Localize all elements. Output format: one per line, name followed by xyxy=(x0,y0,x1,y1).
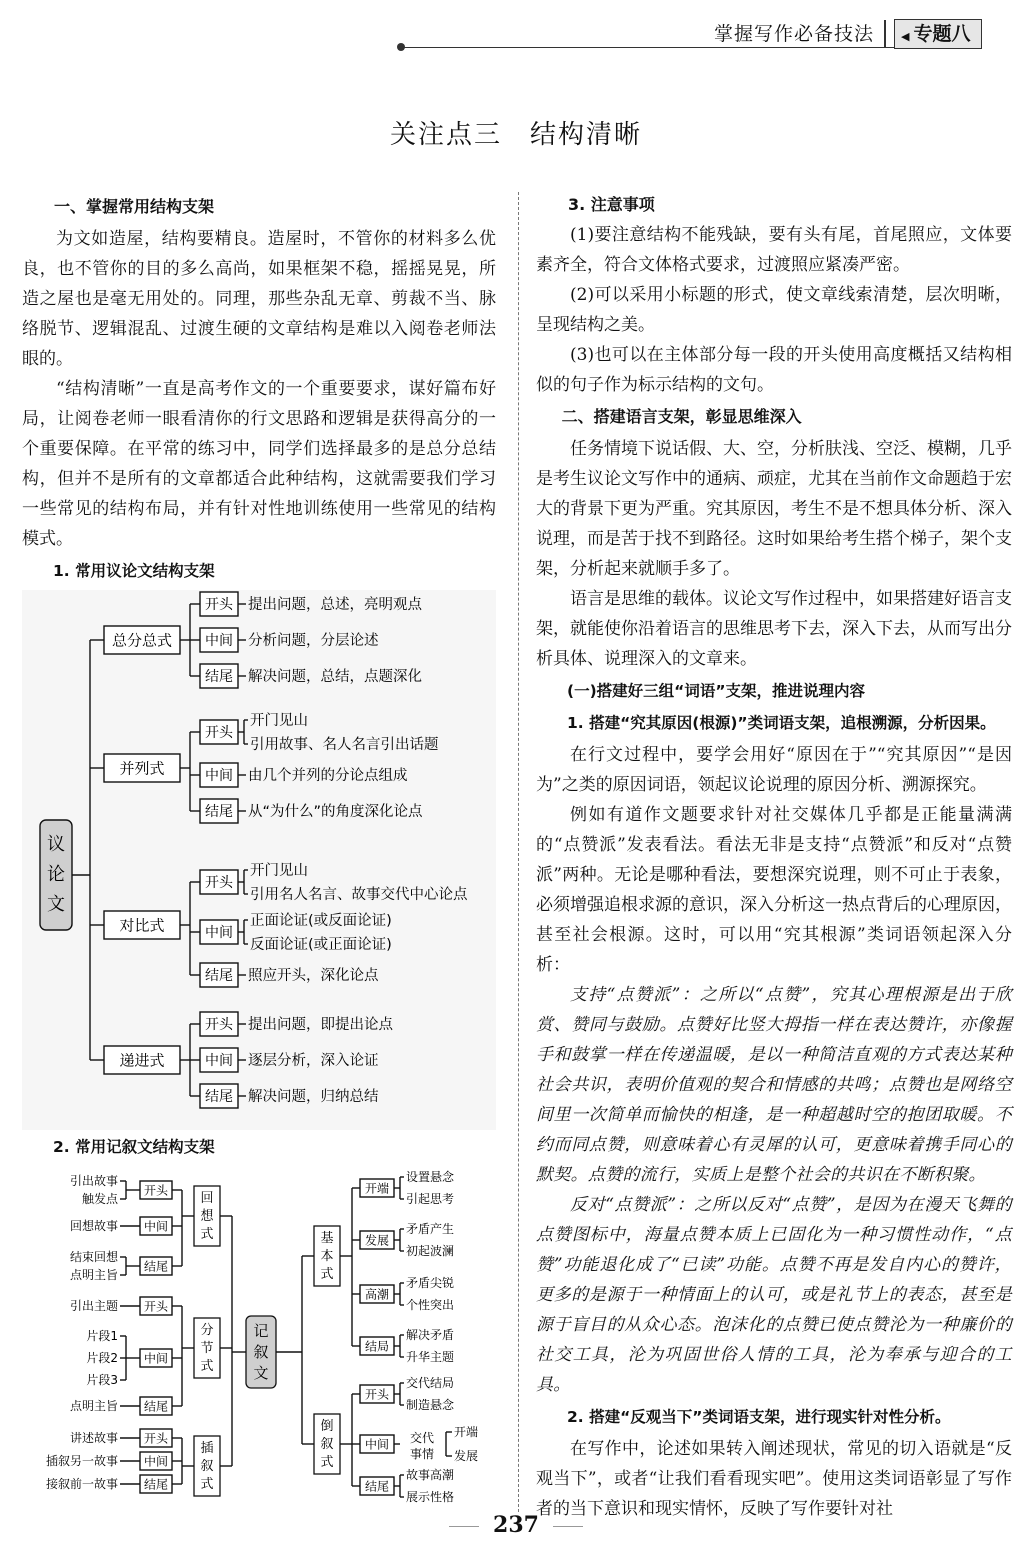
part-description: 提出问题，即提出论点 xyxy=(248,1017,393,1033)
part-description: 引用名人名言、故事交代中心论点 xyxy=(250,887,468,903)
part-description: 升华主题 xyxy=(406,1350,455,1364)
group-label: 插 xyxy=(200,1441,214,1456)
part-tag: 开头 xyxy=(205,1017,233,1034)
group-label: 分 xyxy=(200,1323,214,1338)
group-label: 式 xyxy=(320,1267,334,1282)
narrative-structure-diagram xyxy=(22,1166,496,1506)
part-tag: 结尾 xyxy=(143,1399,169,1414)
footer-dash xyxy=(449,1526,479,1527)
structure-name: 总分总式 xyxy=(111,631,173,650)
group-label: 叙 xyxy=(200,1459,214,1474)
group-label: 式 xyxy=(200,1477,214,1492)
footer-dash xyxy=(553,1526,583,1527)
structure-name: 对比式 xyxy=(119,916,165,935)
part-tag: 结尾 xyxy=(143,1477,169,1492)
point-heading-2: 2. 搭建“反观当下”类词语支架，进行现实针对性分析。 xyxy=(567,1408,951,1426)
group-label: 式 xyxy=(320,1455,334,1470)
part-description: 引用故事、名人名言引出话题 xyxy=(250,737,439,753)
part-description: 个性突出 xyxy=(406,1298,455,1312)
page-footer xyxy=(0,1512,1032,1538)
part-description: 制造悬念 xyxy=(406,1398,455,1412)
paragraph: 任务情境下说话假、大、空，分析肤浅、空泛、模糊，几乎是考生议论文写作中的通病、顽症，尤其在当前作文命题趋于宏大的背景下更为严重。究其原因，考生不是不想具体分析、深入说理，而是苦于找不到路径。这时如果给考生搭个梯子，架个支架，分析起来就顺手多了。 xyxy=(536,439,1012,579)
part-tag: 中间 xyxy=(364,1437,390,1452)
page-number: 237 xyxy=(493,1512,539,1538)
part-tag: 中间 xyxy=(205,768,233,785)
structure-name: 并列式 xyxy=(119,759,165,778)
part-tag: 结尾 xyxy=(205,1089,233,1106)
part-tag: 结尾 xyxy=(205,968,233,985)
root-label: 记 xyxy=(253,1322,269,1340)
part-description: 片段2 xyxy=(86,1351,118,1365)
paragraph: 为文如造屋，结构要精良。造屋时，不管你的材料多么优良，也不管你的目的多么高尚，如果框架不稳，摇摇晃晃，所造之屋也是毫无用处的。同理，那些杂乱无章、剪裁不当、脉络脱节、逻辑混乱、过渡生硬的文章结构是难以入阅卷老师法眼的。 xyxy=(22,229,496,369)
part-description: 交代结局 xyxy=(406,1376,455,1390)
part-tag: 开头 xyxy=(143,1431,169,1446)
part-tag: 中间 xyxy=(143,1351,169,1366)
paragraph: 在写作中，论述如果转入阐述现状，常见的切入语就是“反观当下”，或者“让我们看看现实吧”。使用这类词语彰显了写作者的当下意识和现实情怀，反映了写作要针对社 xyxy=(536,1439,1012,1519)
root-label: 叙 xyxy=(253,1343,269,1361)
part-description: 从“为什么”的角度深化论点 xyxy=(248,804,423,820)
group-label: 基 xyxy=(320,1231,334,1246)
part-tag: 中间 xyxy=(205,1053,233,1070)
note-item: (2)可以采用小标题的形式，使文章线索清楚，层次明晰，呈现结构之美。 xyxy=(536,285,1012,335)
part-description: 解决问题，总结，点题深化 xyxy=(248,669,422,685)
part-description: 逐层分析，深入论证 xyxy=(248,1053,379,1069)
column-divider xyxy=(518,192,519,1512)
part-description: 故事高潮 xyxy=(406,1468,455,1482)
part-description: 引出主题 xyxy=(69,1299,118,1313)
part-description: 分析问题，分层论述 xyxy=(248,633,379,649)
part-description: 矛盾产生 xyxy=(406,1222,455,1236)
root-label: 议 xyxy=(47,834,65,855)
triangle-left-icon: ◀ xyxy=(901,30,910,43)
group-label: 节 xyxy=(200,1341,214,1356)
group-label: 叙 xyxy=(320,1437,334,1452)
argumentative-structure-diagram xyxy=(22,590,496,1130)
note-item: (1)要注意结构不能残缺，要有头有尾，首尾照应，文体要素齐全，符合文体格式要求，过渡照应紧凑严密。 xyxy=(536,225,1012,275)
paragraph: 语言是思维的载体。议论文写作过程中，如果搭建好语言支架，就能使你沿着语言的思维思考下去，深入下去，从而写出分析具体、说理深入的文章来。 xyxy=(536,589,1012,669)
part-tag: 发展 xyxy=(364,1233,390,1248)
part-tag: 结尾 xyxy=(364,1479,390,1494)
part-description: 开门见山 xyxy=(250,713,308,729)
part-tag: 开头 xyxy=(205,597,233,614)
part-tag: 结尾 xyxy=(205,804,233,821)
part-description: 反面论证(或正面论证) xyxy=(250,937,392,953)
part-tag: 高潮 xyxy=(364,1287,390,1302)
part-description: 展示性格 xyxy=(406,1490,455,1504)
part-description: 初起波澜 xyxy=(406,1244,455,1258)
section-heading-1: 一、掌握常用结构支架 xyxy=(54,197,215,216)
part-tag: 开头 xyxy=(364,1387,390,1402)
part-description: 发展 xyxy=(454,1449,479,1463)
part-description: 点明主旨 xyxy=(69,1268,118,1282)
group-label: 想 xyxy=(200,1209,214,1224)
header-title: 掌握写作必备技法 xyxy=(714,20,886,48)
part-description: 正面论证(或反面论证) xyxy=(250,913,392,929)
part-description: 矛盾尖锐 xyxy=(406,1276,455,1290)
part-tag: 结尾 xyxy=(205,669,233,686)
group-label: 回 xyxy=(200,1191,214,1206)
part-description: 照应开头，深化论点 xyxy=(248,968,379,984)
part-tag: 中间 xyxy=(205,633,233,650)
part-description: 设置悬念 xyxy=(406,1170,455,1184)
part-description: 开门见山 xyxy=(250,863,308,879)
part-description: 提出问题，总述，亮明观点 xyxy=(248,597,422,613)
group-label: 本 xyxy=(320,1249,334,1264)
part-description: 开端 xyxy=(454,1425,479,1439)
right-column xyxy=(536,190,1012,1524)
part-description: 接叙前一故事 xyxy=(45,1477,118,1491)
part-tag: 开头 xyxy=(205,875,233,892)
root-label: 论 xyxy=(47,864,65,885)
part-description: 事情 xyxy=(409,1447,435,1461)
part-tag: 开头 xyxy=(143,1299,169,1314)
part-description: 点明主旨 xyxy=(69,1399,118,1413)
paragraph: 在行文过程中，要学会用好“原因在于”“究其原因”“是因为”之类的原因词语，领起议论说理的原因分析、溯源探究。 xyxy=(536,745,1012,795)
part-tag: 中间 xyxy=(143,1454,169,1469)
part-description: 交代 xyxy=(409,1431,435,1445)
part-description: 由几个并列的分论点组成 xyxy=(248,768,408,784)
part-tag: 结尾 xyxy=(143,1259,169,1274)
part-description: 解决问题，归纳总结 xyxy=(248,1089,379,1105)
example-quote-oppose: 反对“点赞派”：之所以反对“点赞”，是因为在漫天飞舞的点赞图标中，海量点赞本质上已固化为一种习惯性动作，“点赞”功能退化成了“已读”功能。点赞不再是发自内心的赞许，更多的是源于一种情面上的认可，或是礼节上的表态，甚至是源于盲目的从众心态。泡沫化的点赞已使点赞沦为一种廉价的社交工具，沦为巩固世俗人情的工具，沦为奉承与迎合的工具。 xyxy=(536,1195,1012,1395)
structure-name: 递进式 xyxy=(119,1051,165,1070)
notes-heading: 3. 注意事项 xyxy=(568,195,655,214)
diagram-heading-argumentative: 1. 常用议论文结构支架 xyxy=(53,562,215,580)
part-tag: 开端 xyxy=(364,1181,390,1196)
part-tag: 中间 xyxy=(205,925,233,942)
part-description: 回想故事 xyxy=(69,1219,118,1233)
part-description: 引出故事 xyxy=(69,1174,118,1188)
header-topic xyxy=(894,19,981,49)
diagram-heading-narrative: 2. 常用记叙文结构支架 xyxy=(53,1138,215,1156)
page-header xyxy=(0,0,1032,60)
group-label: 式 xyxy=(200,1359,214,1374)
header-topic-label: 专题八 xyxy=(913,23,971,45)
part-tag: 开头 xyxy=(205,725,233,742)
part-description: 片段3 xyxy=(86,1373,118,1387)
part-description: 结束回想 xyxy=(69,1250,118,1264)
group-label: 倒 xyxy=(320,1419,334,1434)
paragraph: 例如有道作文题要求针对社交媒体几乎都是正能量满满的“点赞派”发表看法。看法无非是支持“点赞派”和反对“点赞派”两种。无论是哪种看法，要想深究说理，则不可止于表象，必须增强追根求源的意识，深入分析这一热点背后的心理原因，甚至社会根源。这时，可以用“究其根源”类词语领起深入分析： xyxy=(536,805,1012,975)
point-heading-1: 1. 搭建“究其原因(根源)”类词语支架，追根溯源，分析因果。 xyxy=(567,714,996,732)
page-title: 关注点三 结构清晰 xyxy=(389,120,642,150)
note-item: (3)也可以在主体部分每一段的开头使用高度概括又结构相似的句子作为标示结构的文句。 xyxy=(536,345,1012,395)
part-description: 引起思考 xyxy=(406,1192,455,1206)
group-label: 式 xyxy=(200,1227,214,1242)
section-heading-2: 二、搭建语言支架，彰显思维深入 xyxy=(561,407,802,426)
part-tag: 开头 xyxy=(143,1183,169,1198)
part-description: 触发点 xyxy=(81,1192,118,1206)
header-tab xyxy=(714,16,982,52)
part-description: 插叙另一故事 xyxy=(45,1454,118,1468)
part-description: 片段1 xyxy=(86,1329,118,1343)
root-label: 文 xyxy=(253,1364,269,1382)
part-description: 讲述故事 xyxy=(69,1431,118,1445)
root-label: 文 xyxy=(47,894,65,915)
paragraph: “结构清晰”一直是高考作文的一个重要要求，谋好篇布好局，让阅卷老师一眼看清你的行文思路和逻辑是获得高分的一个重要保障。在平常的练习中，同学们选择最多的是总分总结构，但并不是所有的文章都适合此种结构，这就需要我们学习一些常见的结构布局，并有针对性地训练使用一些常见的结构模式。 xyxy=(22,379,496,549)
left-column xyxy=(22,190,496,1506)
example-quote-support: 支持“点赞派”：之所以“点赞”，究其心理根源是出于欣赏、赞同与鼓励。点赞好比竖大拇指一样在表达赞许，亦像握手和鼓掌一样在传递温暖，是以一种简洁直观的方式表达某种社会共识，表明价值观的契合和情感的共鸣；点赞也是网络空间里一次简单而愉快的相逢，是一种超越时空的抱团取暖。不约而同点赞，则意味着心有灵犀的认可，更意味着携手同心的默契。点赞的流行，实质上是整个社会的共识在不断积聚。 xyxy=(536,985,1012,1185)
part-tag: 结局 xyxy=(364,1339,390,1354)
part-tag: 中间 xyxy=(143,1219,169,1234)
part-description: 解决矛盾 xyxy=(406,1328,455,1342)
subsection-heading: (一)搭建好三组“词语”支架，推进说理内容 xyxy=(567,682,866,700)
